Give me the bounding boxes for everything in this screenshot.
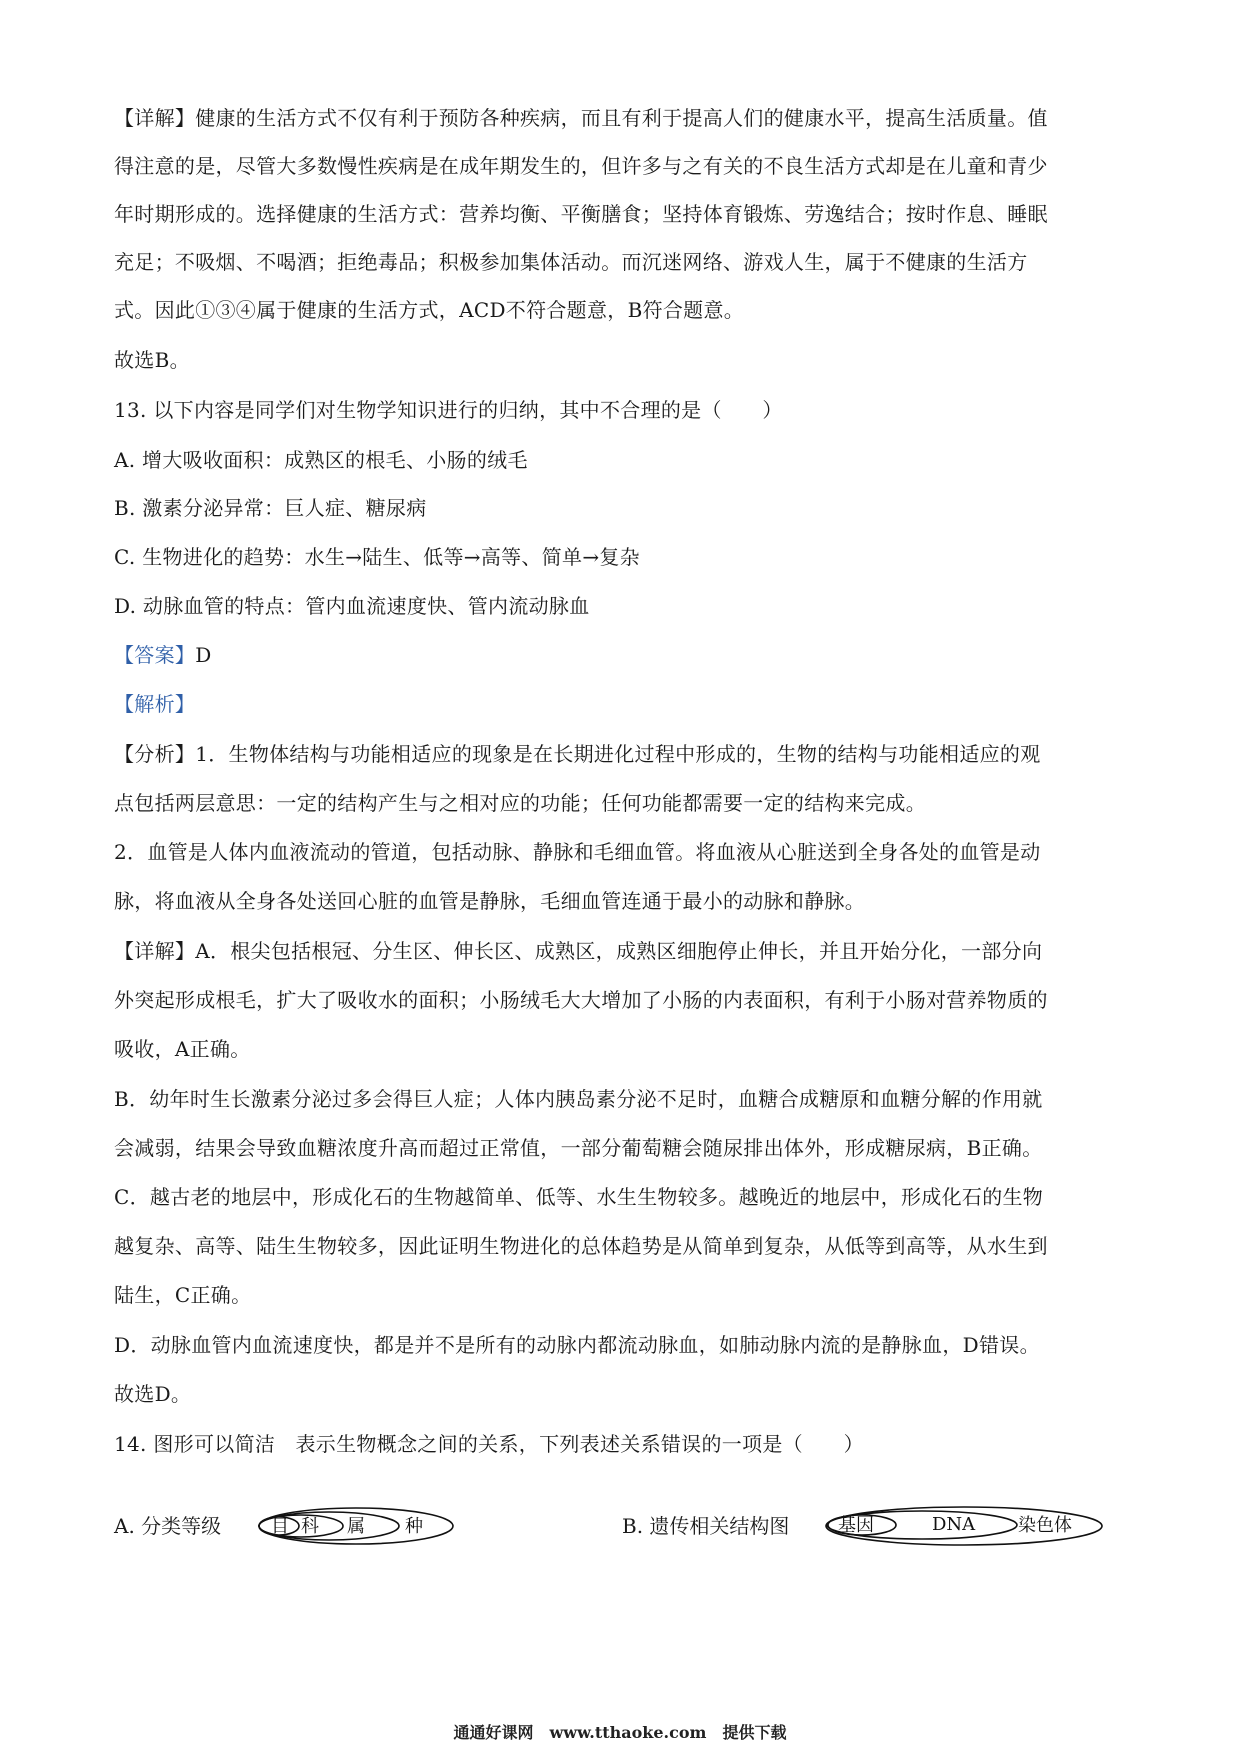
option-b: B. 激素分泌异常：巨人症、糖尿病	[114, 496, 427, 520]
answer-value: D	[195, 643, 212, 667]
page-footer: 通通好课网 www.tthaoke.com 提供下载	[453, 1723, 787, 1742]
analysis-line: 2．血管是人体内血液流动的管道，包括动脉、静脉和毛细血管。将血液从心脏送到全身各处的血管是动	[114, 840, 1041, 864]
detail-line: 得注意的是，尽管大多数慢性疾病是在成年期发生的，但许多与之有关的不良生活方式却是在儿童和青少	[114, 154, 1048, 178]
detail-line: 【详解】健康的生活方式不仅有利于预防各种疾病，而且有利于提高人们的健康水平，提高生活质量。值	[114, 106, 1048, 130]
genetic-structure-diagram	[824, 1496, 1114, 1556]
classification-diagram	[257, 1496, 467, 1556]
choice-line: 故选D。	[114, 1382, 192, 1406]
question-14-stem: 14. 图形可以简洁 表示生物概念之间的关系，下列表述关系错误的一项是（ ）	[114, 1432, 864, 1456]
analysis-line: 脉，将血液从全身各处送回心脏的血管是静脉，毛细血管连通于最小的动脉和静脉。	[114, 889, 866, 913]
detail-line: 【详解】A．根尖包括根冠、分生区、伸长区、成熟区，成熟区细胞停止伸长，并且开始分化，一部分向	[114, 939, 1043, 963]
term-chromosome: 染色体	[1018, 1515, 1072, 1536]
nested-ellipses-b	[824, 1496, 1114, 1556]
analysis-line: 【分析】1．生物体结构与功能相适应的现象是在长期进化过程中形成的，生物的结构与功能相适应的观	[114, 742, 1041, 766]
term-shu: 属	[347, 1516, 365, 1537]
option-b-label: B. 遗传相关结构图	[622, 1514, 790, 1538]
term-dna: DNA	[932, 1514, 976, 1535]
detail-line: 式。因此①③④属于健康的生活方式，ACD不符合题意，B符合题意。	[114, 298, 745, 322]
term-gene: 基因	[838, 1515, 874, 1536]
answer-line	[114, 631, 1126, 680]
option-d: D. 动脉血管的特点：管内血流速度快、管内流动脉血	[114, 594, 590, 618]
option-c: C. 生物进化的趋势：水生→陆生、低等→高等、简单→复杂	[114, 545, 640, 569]
detail-line: 吸收，A正确。	[114, 1037, 251, 1061]
detail-line: 陆生，C正确。	[114, 1283, 252, 1307]
term-mu: 目	[271, 1516, 289, 1537]
term-ke: 科	[301, 1516, 319, 1537]
answer-tag: 【答案】	[114, 643, 196, 667]
nested-ellipses-a	[257, 1496, 467, 1556]
choice-line: 故选B。	[114, 348, 190, 372]
analysis-line: 点包括两层意思：一定的结构产生与之相对应的功能；任何功能都需要一定的结构来完成。	[114, 791, 926, 815]
detail-line: 充足；不吸烟、不喝酒；拒绝毒品；积极参加集体活动。而沉迷网络、游戏人生，属于不健康的生活方	[114, 250, 1028, 274]
detail-line: 年时期形成的。选择健康的生活方式：营养均衡、平衡膳食；坚持体育锻炼、劳逸结合；按时作息、睡眠	[114, 202, 1048, 226]
detail-line: B．幼年时生长激素分泌过多会得巨人症；人体内胰岛素分泌不足时，血糖合成糖原和血糖分解的作用就	[114, 1087, 1043, 1111]
detail-line: 越复杂、高等、陆生生物较多，因此证明生物进化的总体趋势是从简单到复杂，从低等到高等，从水生到	[114, 1234, 1048, 1258]
detail-line: C．越古老的地层中，形成化石的生物越简单、低等、水生生物较多。越晚近的地层中，形成化石的生物	[114, 1185, 1044, 1209]
option-a-row	[114, 1496, 474, 1556]
analysis-tag: 【解析】	[114, 692, 196, 716]
option-a-label: A. 分类等级	[114, 1514, 222, 1538]
detail-line: 会减弱，结果会导致血糖浓度升高而超过正常值，一部分葡萄糖会随尿排出体外，形成糖尿病，B正确。	[114, 1136, 1043, 1160]
option-b-row	[622, 1496, 1122, 1556]
option-a: A. 增大吸收面积：成熟区的根毛、小肠的绒毛	[114, 448, 528, 472]
detail-line: D．动脉血管内血流速度快，都是并不是所有的动脉内都流动脉血，如肺动脉内流的是静脉血，D错误。	[114, 1333, 1040, 1357]
question-13-stem: 13. 以下内容是同学们对生物学知识进行的归纳，其中不合理的是（ ）	[114, 398, 783, 422]
detail-line: 外突起形成根毛，扩大了吸收水的面积；小肠绒毛大大增加了小肠的内表面积，有利于小肠对营养物质的	[114, 988, 1048, 1012]
term-zhong: 种	[405, 1516, 423, 1537]
